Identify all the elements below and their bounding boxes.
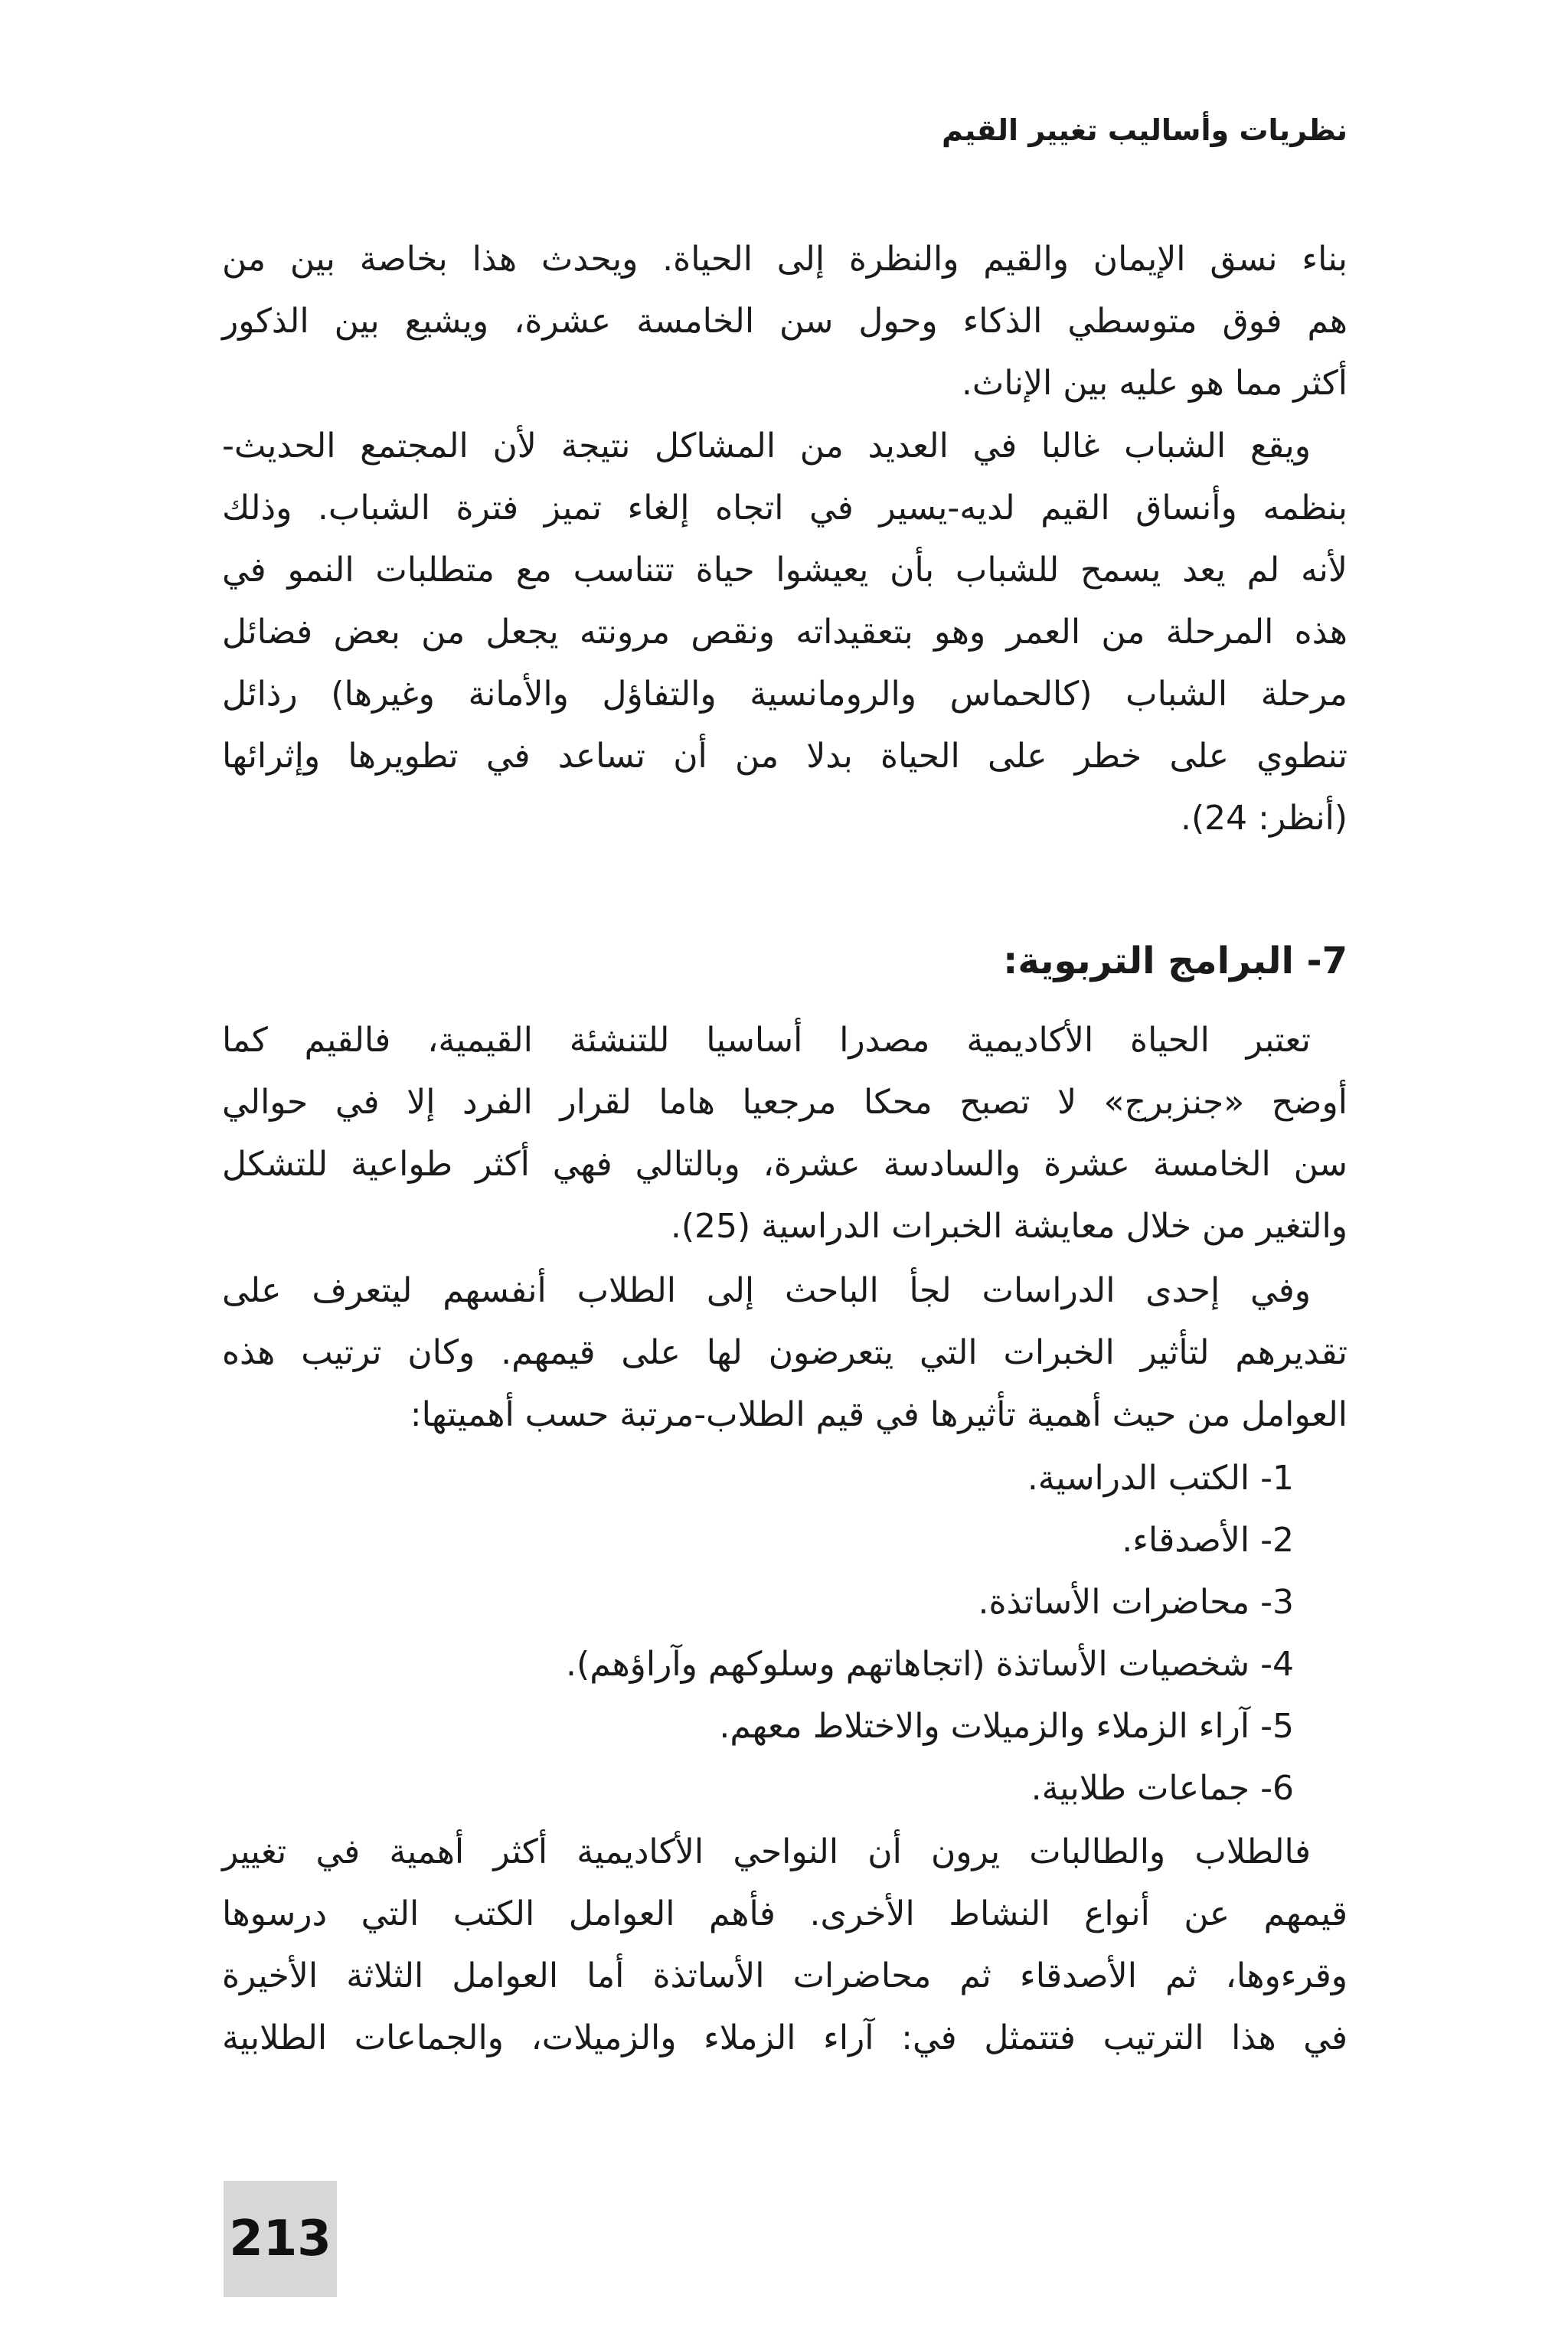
page-number: 213 (224, 2181, 337, 2297)
text-line: تنطوي على خطر على الحياة بدلا من أن تساعد في تطويرها وإثرائها (222, 737, 1348, 776)
text-line: لأنه لم يعد يسمح للشباب بأن يعيشوا حياة تتناسب مع متطلبات النمو في (222, 551, 1348, 590)
ranked-factors-list (566, 1447, 1348, 1819)
list-item: 6- جماعات طلابية. (1031, 1769, 1294, 1808)
paragraph-5 (222, 1821, 1348, 2069)
text-line: وقرءوها، ثم الأصدقاء ثم محاضرات الأساتذة أما العوامل الثلاثة الأخيرة (222, 1956, 1348, 1995)
text-line: أكثر مما هو عليه بين الإناث. (961, 364, 1348, 403)
paragraph-1 (222, 228, 1348, 414)
text-line: بناء نسق الإيمان والقيم والنظرة إلى الحياة. ويحدث هذا بخاصة بين من (222, 240, 1348, 279)
list-item: 2- الأصدقاء. (1122, 1521, 1294, 1560)
list-item: 3- محاضرات الأساتذة. (978, 1583, 1294, 1622)
text-line: تعتبر الحياة الأكاديمية مصدرا أساسيا للتنشئة القيمية، فالقيم كما (222, 1021, 1311, 1060)
paragraph-3 (222, 1009, 1348, 1257)
text-line: والتغير من خلال معايشة الخبرات الدراسية (25). (670, 1207, 1348, 1246)
text-line: بنظمه وأنساق القيم لديه-يسير في اتجاه إلغاء تميز فترة الشباب. وذلك (222, 489, 1348, 528)
text-line: هذه المرحلة من العمر وهو بتعقيداته ونقص مرونته يجعل من بعض فضائل (222, 613, 1348, 652)
text-line: سن الخامسة عشرة والسادسة عشرة، وبالتالي فهي أكثر طواعية للتشكل (222, 1145, 1348, 1184)
paragraph-4 (222, 1260, 1348, 1446)
paragraph-2 (222, 415, 1348, 849)
text-line: مرحلة الشباب (كالحماس والرومانسية والتفاؤل والأمانة وغيرها) رذائل (222, 675, 1348, 714)
book-page (222, 0, 1348, 2350)
text-line: العوامل من حيث أهمية تأثيرها في قيم الطلاب-مرتبة حسب أهميتها: (410, 1395, 1348, 1434)
text-line: هم فوق متوسطي الذكاء وحول سن الخامسة عشرة، ويشيع بين الذكور (222, 302, 1348, 341)
list-item: 5- آراء الزملاء والزميلات والاختلاط معهم. (719, 1707, 1294, 1746)
text-line: في هذا الترتيب فتتمثل في: آراء الزملاء والزميلات، والجماعات الطلابية (222, 2018, 1348, 2057)
list-item: 4- شخصيات الأساتذة (اتجاهاتهم وسلوكهم وآراؤهم). (566, 1645, 1294, 1684)
running-header: نظريات وأساليب تغيير القيم (942, 113, 1348, 147)
text-line: وفي إحدى الدراسات لجأ الباحث إلى الطلاب أنفسهم ليتعرف على (222, 1271, 1311, 1310)
text-line: أوضح «جنزبرج» لا تصبح محكا مرجعيا هاما لقرار الفرد إلا في حوالي (222, 1083, 1348, 1122)
text-line: (أنظر: 24). (1181, 799, 1348, 838)
text-line: تقديرهم لتأثير الخبرات التي يتعرضون لها على قيمهم. وكان ترتيب هذه (222, 1333, 1348, 1372)
list-item: 1- الكتب الدراسية. (1027, 1459, 1294, 1498)
text-line: ويقع الشباب غالبا في العديد من المشاكل نتيجة لأن المجتمع الحديث- (222, 427, 1311, 466)
section-heading: 7- البرامج التربوية: (1003, 940, 1348, 982)
text-line: فالطلاب والطالبات يرون أن النواحي الأكاديمية أكثر أهمية في تغيير (222, 1832, 1311, 1871)
text-line: قيمهم عن أنواع النشاط الأخرى. فأهم العوامل الكتب التي درسوها (222, 1894, 1348, 1933)
